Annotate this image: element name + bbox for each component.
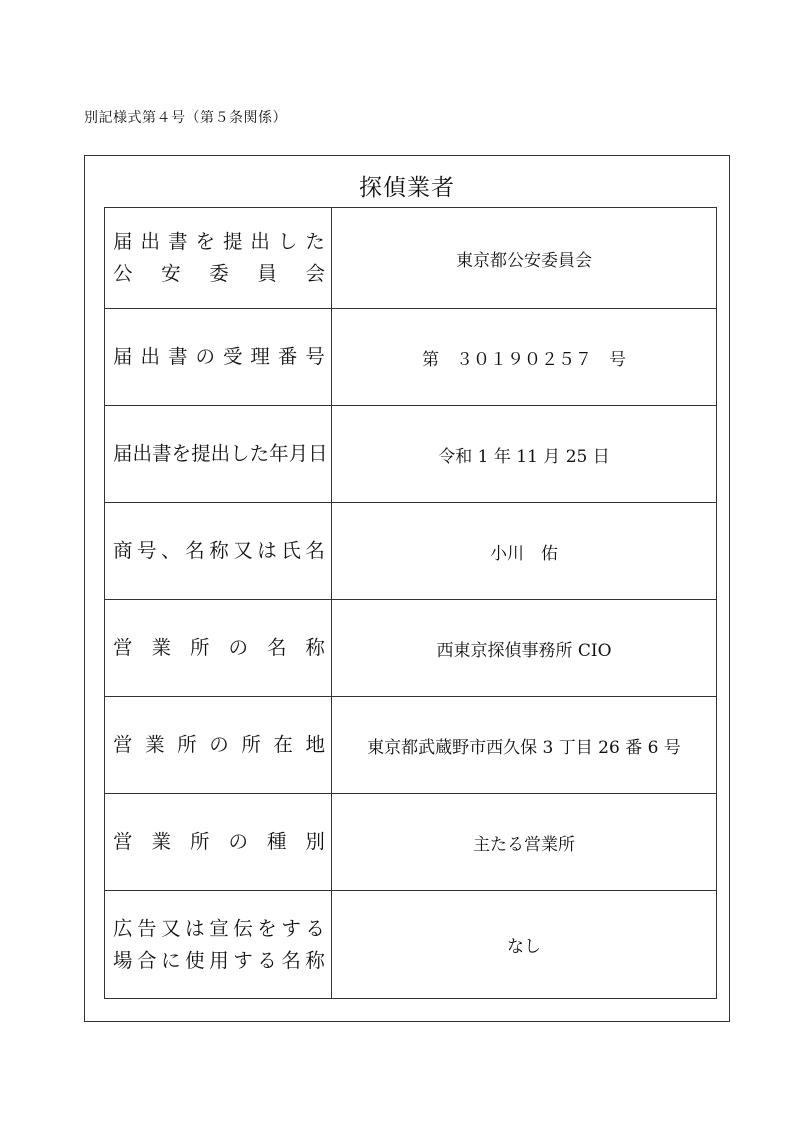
label-line: 営 業 所 の 名 称 xyxy=(113,636,325,659)
row-label xyxy=(105,600,332,697)
table-row xyxy=(105,406,717,503)
table-row xyxy=(105,503,717,600)
label-line: 営 業 所 の 種 別 xyxy=(113,830,325,853)
row-label xyxy=(105,697,332,794)
value-text: 東京都武蔵野市西久保 3 丁目 26 番 6 号 xyxy=(367,737,681,758)
value-text: 西東京探偵事務所 CIO xyxy=(436,640,612,661)
form-reference: 別記様式第４号（第５条関係） xyxy=(84,110,287,126)
label-line: 届 出 書 を 提 出 し た 年 月 日 xyxy=(113,442,328,465)
value-text: 主たる営業所 xyxy=(473,834,575,855)
table-row xyxy=(105,794,717,891)
row-value xyxy=(332,208,717,309)
value-text: 令和 1 年 11 月 25 日 xyxy=(438,446,610,467)
document-title: 探偵業者 xyxy=(359,175,455,201)
row-label xyxy=(105,794,332,891)
label-line: 商 号 、 名 称 又 は 氏 名 xyxy=(113,539,325,562)
value-text: 東京都公安委員会 xyxy=(456,250,592,271)
row-value xyxy=(332,891,717,999)
document-frame xyxy=(84,155,730,1022)
table-row xyxy=(105,208,717,309)
row-label xyxy=(105,891,332,999)
registration-info-table xyxy=(104,207,717,999)
value-text: 小川 佑 xyxy=(490,543,558,564)
row-label xyxy=(105,208,332,309)
label-line: 営 業 所 の 所 在 地 xyxy=(113,733,325,756)
row-label xyxy=(105,309,332,406)
label-line: 届 出 書 を 提 出 し た xyxy=(113,230,325,253)
label-line: 届 出 書 の 受 理 番 号 xyxy=(113,345,325,368)
label-line: 公 安 委 員 会 xyxy=(113,262,325,285)
label-line: 広 告 又 は 宣 伝 を す る xyxy=(113,916,325,940)
value-text: 第 ３０１９０２５７ 号 xyxy=(422,349,626,370)
label-line: 場 合 に 使 用 す る 名 称 xyxy=(113,948,325,972)
row-value xyxy=(332,503,717,600)
table-row xyxy=(105,600,717,697)
row-value xyxy=(332,406,717,503)
table-row xyxy=(105,697,717,794)
row-label xyxy=(105,406,332,503)
row-value xyxy=(332,794,717,891)
row-value xyxy=(332,600,717,697)
row-label xyxy=(105,503,332,600)
table-row xyxy=(105,891,717,999)
row-value xyxy=(332,309,717,406)
row-value xyxy=(332,697,717,794)
value-text: なし xyxy=(507,937,541,957)
table-row xyxy=(105,309,717,406)
